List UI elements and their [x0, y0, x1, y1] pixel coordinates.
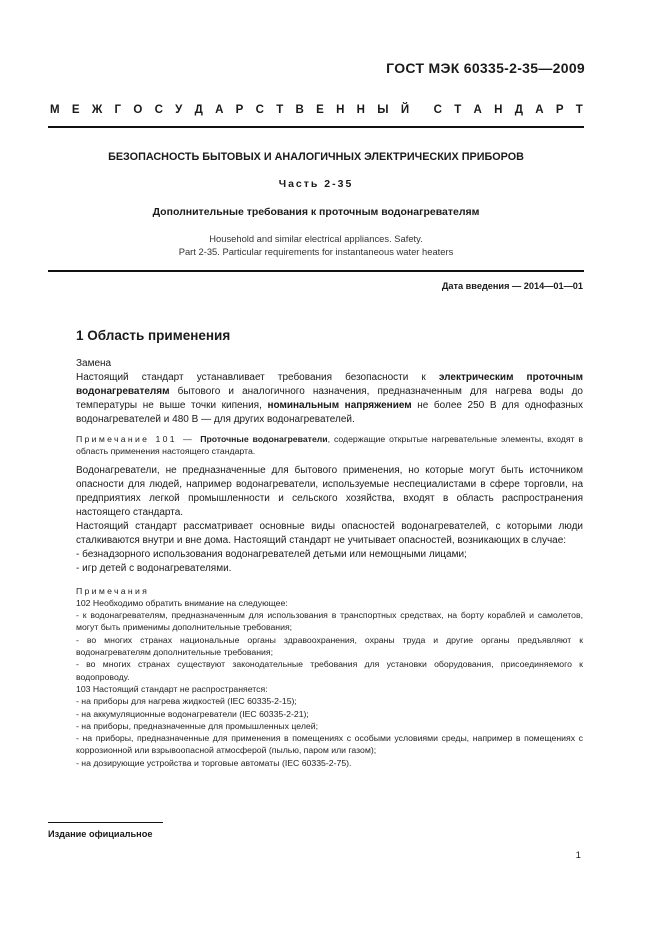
- heading-letter: Н: [494, 104, 503, 116]
- heading-letter: С: [154, 104, 163, 116]
- heading-letter: Д: [194, 104, 203, 116]
- list-item-2: - игр детей с водонагревателями.: [76, 562, 232, 574]
- note-103-item-4: - на приборы, предназначенные для применения в помещениях с особыми условиями среды, например в помещениях с коррозионной или взрывоопасной атмосферой (пылью, паром или газом);: [76, 733, 583, 756]
- note-102-item-3: - во многих странах существуют законодательные требования для установки оборудования, присоединяемого к водопроводу.: [76, 659, 583, 682]
- heading-letter: Ы: [377, 104, 389, 116]
- standard-title: БЕЗОПАСНОСТЬ БЫТОВЫХ И АНАЛОГИЧНЫХ ЭЛЕКТРИЧЕСКИХ ПРИБОРОВ: [108, 151, 524, 163]
- paragraph-3: Настоящий стандарт рассматривает основные виды опасностей водонагревателей, с которыми люди сталкиваются внутри и вне дома. Настоящий стандарт не учитывает опасностей, возникающих в случае:: [76, 520, 583, 546]
- note-102-item-2: - во многих странах национальные органы здравоохранения, охраны труда и другие органы предъявляют к водонагревателям дополнительные требования;: [76, 634, 583, 658]
- heading-letter: Н: [356, 104, 365, 116]
- heading-letter: Т: [276, 104, 284, 116]
- english-title-line-1: Household and similar electrical appliances. Safety.: [209, 233, 423, 244]
- notes-block: [76, 585, 583, 769]
- top-rule: [48, 126, 584, 128]
- heading-letter: У: [175, 104, 183, 116]
- note-102: 102 Необходимо обратить внимание на следующее:: [76, 597, 288, 608]
- paragraph-2: Водонагреватели, не предназначенные для бытового применения, но которые могут быть источником опасности для людей, например водонагреватели, используемые неспециалистами в сфере торговли, на предприятиях легкой промышленности и сельского хозяйства, входят в область распространения настоящего стандарта.: [76, 464, 583, 518]
- heading-letter: Ж: [91, 104, 103, 116]
- heading-letter: Е: [316, 104, 324, 116]
- section-body: [76, 357, 583, 769]
- heading-letter: Е: [71, 104, 80, 116]
- standard-subtitle: Дополнительные требования к проточным водонагревателям: [152, 206, 480, 218]
- heading-letter: Т: [575, 104, 583, 116]
- list-item-1: - безнадзорного использования водонагревателей детьми или немощными лицами;: [76, 548, 467, 560]
- note-102-item-1: - к водонагревателям, предназначенным для использования в транспортных средствах, на борту кораблей и самолетов, могут быть применимы дополнительные требования;: [76, 610, 583, 633]
- page-number: 1: [575, 850, 581, 861]
- heading-letter: Й: [400, 104, 410, 116]
- heading-letter: Д: [514, 104, 523, 116]
- heading-letter: В: [295, 104, 304, 116]
- heading-letter: Р: [235, 104, 244, 116]
- heading-letter: Р: [555, 104, 564, 116]
- note-103-item-1: - на приборы для нагрева жидкостей (IEC 60335-2-15);: [76, 696, 297, 707]
- heading-letter: А: [535, 104, 544, 116]
- middle-rule: [48, 270, 584, 272]
- note-103: 103 Настоящий стандарт не распространяется:: [76, 683, 268, 694]
- official-edition-label: Издание официальное: [48, 829, 153, 839]
- footer-rule: [48, 822, 163, 823]
- heading-letter: А: [215, 104, 224, 116]
- heading-letter: М: [50, 104, 60, 116]
- introduction-date: Дата введения — 2014—01—01: [441, 281, 583, 291]
- section-title: 1 Область применения: [76, 328, 231, 343]
- english-title: [48, 232, 584, 258]
- part-label: Часть 2-35: [278, 178, 354, 190]
- heading-letter: А: [473, 104, 482, 116]
- note-103-item-5: - на дозирующие устройства и торговые автоматы (IEC 60335-2-75).: [76, 757, 352, 768]
- note-101: Примечание 101 — Проточные водонагреватели, содержащие открытые нагревательные элементы, входят в область применения настоящего стандарта.: [76, 434, 584, 457]
- interstate-standard-heading: [50, 104, 583, 116]
- heading-letter: С: [433, 104, 442, 116]
- document-number: ГОСТ МЭК 60335-2-35—2009: [386, 60, 585, 76]
- english-title-line-2: Part 2-35. Particular requirements for instantaneous water heaters: [178, 246, 454, 257]
- heading-letter: С: [255, 104, 264, 116]
- heading-letter: Г: [114, 104, 122, 116]
- heading-letter: О: [133, 104, 143, 116]
- heading-letter: Н: [336, 104, 345, 116]
- notes-label: Примечания: [76, 585, 150, 596]
- note-103-item-3: - на приборы, предназначенные для промышленных целей;: [76, 720, 318, 731]
- replace-label: Замена: [76, 358, 112, 369]
- paragraph-1: Настоящий стандарт устанавливает требования безопасности к электрическим проточным водонагревателям бытового и аналогичного назначения, предназначенным для нагрева воды до температуры не выше точки кипения, номинальным напряжением не более 250 В для однофазных водонагревателей и 480 В — для других водонагревателей.: [76, 372, 583, 425]
- heading-letter: Т: [454, 104, 462, 116]
- note-103-item-2: - на аккумуляционные водонагреватели (IEC 60335-2-21);: [76, 708, 309, 719]
